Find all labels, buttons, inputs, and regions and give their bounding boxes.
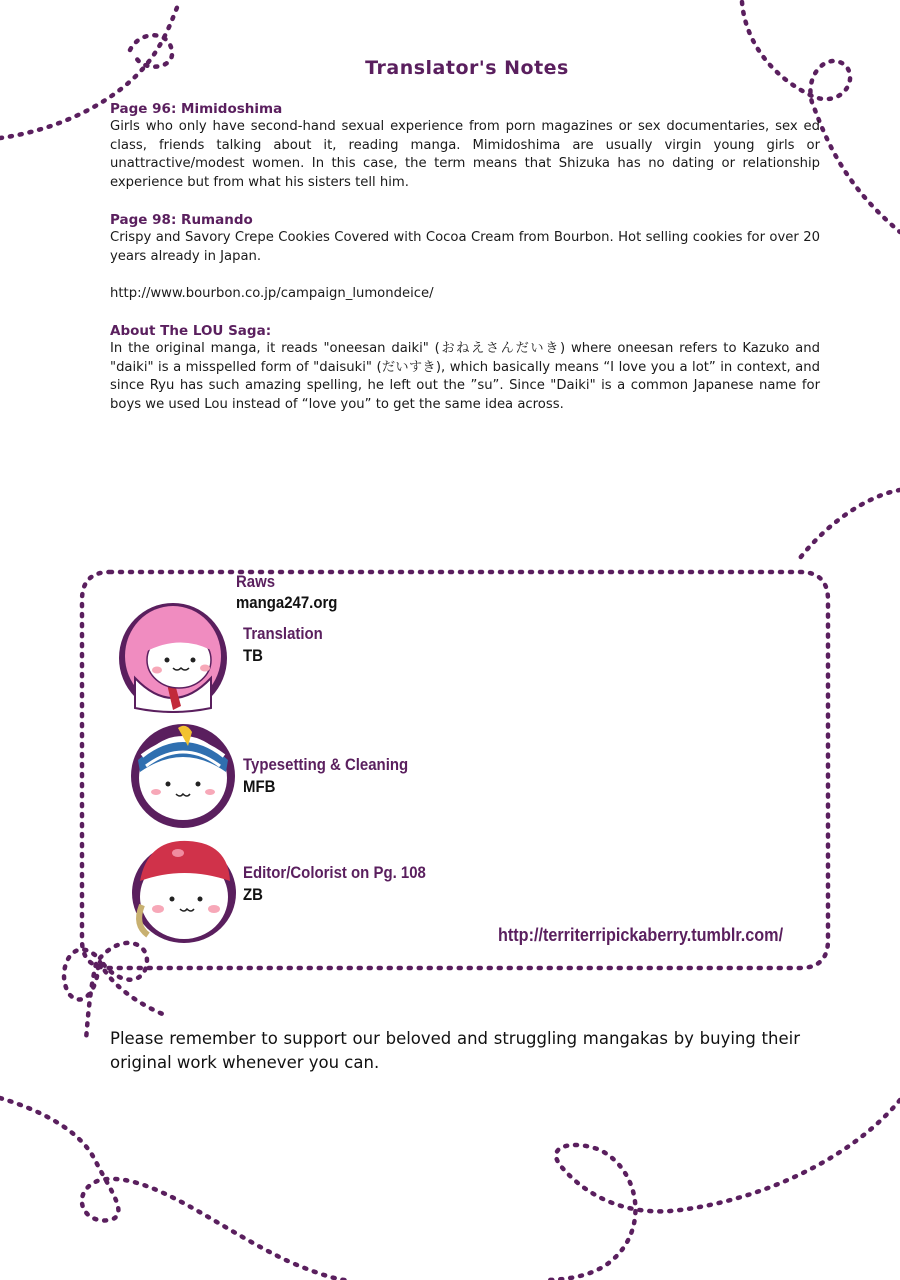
editor-label: Editor/Colorist on Pg. 108 [243, 863, 426, 882]
translation-value: TB [243, 646, 263, 665]
typesetting-label: Typesetting & Cleaning [243, 755, 409, 774]
support-message: Please remember to support our beloved and struggling mangakas by buying their original work whenever you can. [110, 1029, 800, 1072]
note-body: In the original manga, it reads "oneesan daiki" (おねえさんだいき) where oneesan refers to Kazuko and "daiki" is a misspelled form of "daisuki" (だいすき), which basically means “I love you a lot” in context, and since Ryu has such amazing spelling, he left out the ”su”. Since "Daiki" is a common Japanese name for boys we used Lou instead of “love you” to get the same idea across. [110, 341, 820, 412]
bow-tail-2 [86, 964, 96, 1040]
note-rumando [110, 211, 820, 266]
page-title: Translator's Notes [365, 57, 569, 79]
pink-hair-avatar-icon [115, 598, 230, 716]
red-hat-avatar-icon [128, 835, 240, 945]
bottom-right-dotted-line [545, 1100, 900, 1280]
note-body: Crispy and Savory Crepe Cookies Covered with Cocoa Cream from Bourbon. Hot selling cookies for over 20 years already in Japan. [110, 230, 820, 264]
reference-url[interactable]: http://www.bourbon.co.jp/campaign_lumondeice/ [110, 286, 434, 301]
translation-label: Translation [243, 624, 323, 643]
note-heading: Page 98: Rumando [110, 212, 253, 228]
note-heading: About The LOU Saga: [110, 323, 272, 339]
editor-value: ZB [243, 885, 263, 904]
site-url-link[interactable]: http://territerripickaberry.tumblr.com/ [498, 925, 784, 945]
striped-hat-avatar-icon [128, 720, 238, 830]
right-middle-dotted-line [800, 490, 900, 558]
note-mimidoshima [110, 100, 820, 192]
note-lou-saga [110, 322, 820, 414]
note-heading: Page 96: Mimidoshima [110, 101, 283, 117]
bottom-left-dotted-line [0, 1098, 345, 1280]
raws-label: Raws [236, 572, 276, 591]
raws-value: manga247.org [236, 593, 338, 612]
note-body: Girls who only have second-hand sexual experience from porn magazines or sex documentaries, sex ed class, friends talking about it, reading manga. Mimidoshima are usually virgin young girls or unattractive/modest women. In this case, the term means that Shizuka has no dating or relationship experience but from what his sisters tell him. [110, 119, 820, 190]
typesetting-value: MFB [243, 777, 276, 796]
